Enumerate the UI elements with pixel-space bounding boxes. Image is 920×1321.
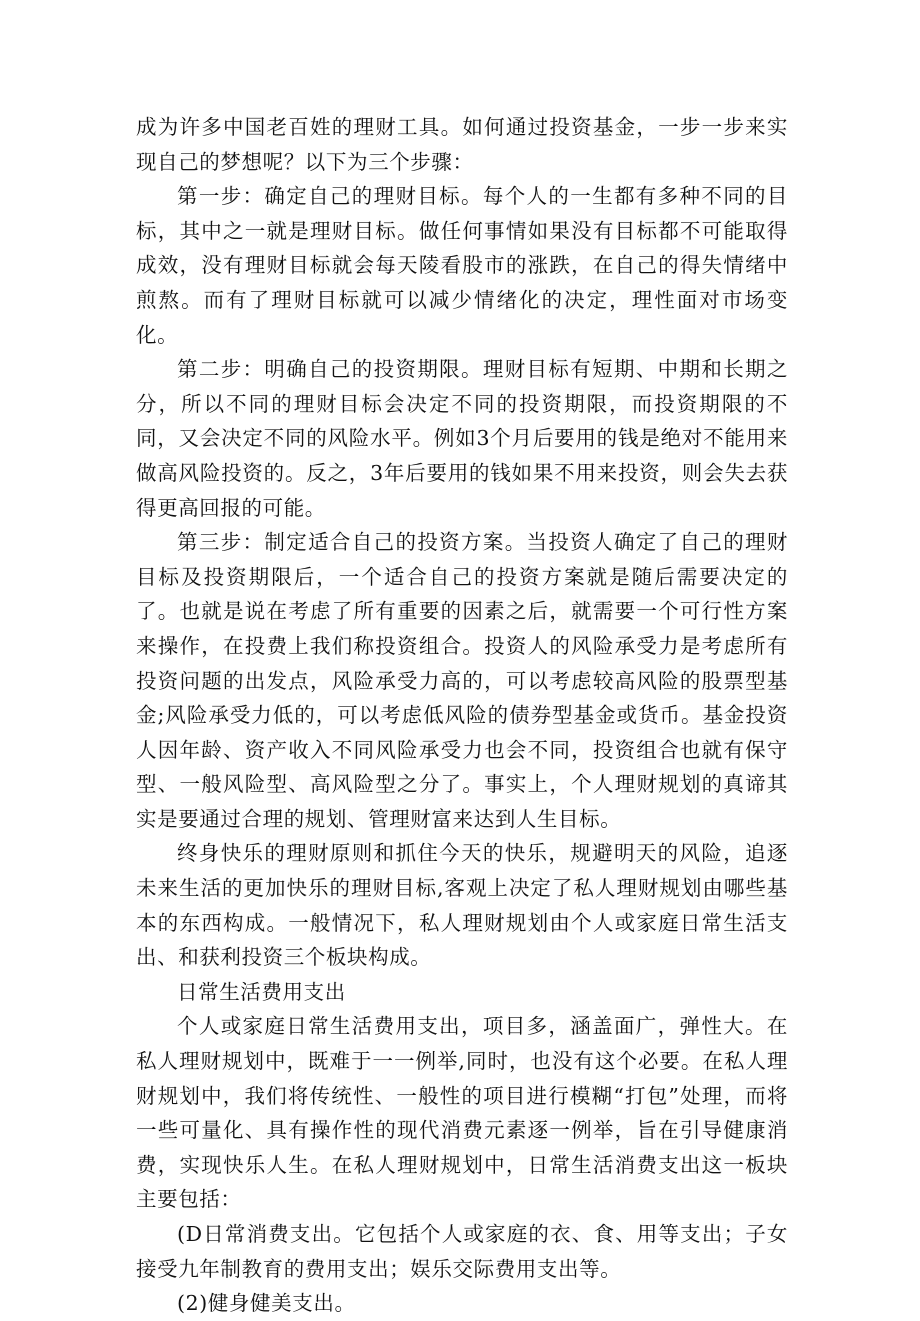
paragraph-step-one: 第一步：确定自己的理财目标。每个人的一生都有多种不同的目标，其中之一就是理财目标。做任何事情如果没有目标都不可能取得成效，没有理财目标就会每天陵看股市的涨跌，在自己的得失情绪中煎熬。而有了理财目标就可以减少情绪化的决定，理性面对市场变化。 <box>136 184 788 347</box>
section-heading: 日常生活费用支出 <box>177 979 346 1004</box>
paragraph-principles: 终身快乐的理财原则和抓住今天的快乐，规避明天的风险，追逐未来生活的更加快乐的理财目标,客观上决定了私人理财规划由哪些基本的东西构成。一般情况下，私人理财规划由个人或家庭日常生活支出、和获利投资三个板块构成。 <box>136 841 788 970</box>
paragraph-step-three: 第三步：制定适合自己的投资方案。当投资人确定了自己的理财目标及投资期限后，一个适合自己的投资方案就是随后需要决定的了。也就是说在考虑了所有重要的因素之后，就需要一个可行性方案来操作，在投费上我们称投资组合。投资人的风险承受力是考虑所有投资问题的出发点，风险承受力高的，可以考虑较高风险的股票型基金;风险承受力低的，可以考虑低风险的债券型基金或货币。基金投资人因年龄、资产收入不同风险承受力也会不同，投资组合也就有保守型、一般风险型、高风险型之分了。事实上，个人理财规划的真谛其实是要通过合理的规划、管理财富来达到人生目标。 <box>136 530 788 831</box>
paragraph-step-two: 第二步：明确自己的投资期限。理财目标有短期、中期和长期之分，所以不同的理财目标会决定不同的投资期限，而投资期限的不同，又会决定不同的风险水平。例如3个月后要用的钱是绝对不能用来做高风险投资的。反之，3年后要用的钱如果不用来投资，则会失去获得更高回报的可能。 <box>136 357 788 520</box>
list-item-2: (2)健身健美支出。 <box>177 1291 356 1316</box>
document-body <box>136 110 788 1321</box>
paragraph-intro: 成为许多中国老百姓的理财工具。如何通过投资基金，一步一步来实现自己的梦想呢？以下为三个步骤： <box>136 115 788 174</box>
list-item-1: (D日常消费支出。它包括个人或家庭的衣、食、用等支出；子女接受九年制教育的费用支出；娱乐交际费用支出等。 <box>136 1222 788 1281</box>
paragraph-daily-expenses: 个人或家庭日常生活费用支出，项目多，涵盖面广，弹性大。在私人理财规划中，既难于一一例举,同时，也没有这个必要。在私人理财规划中，我们将传统性、一般性的项目进行模糊“打包”处理，而将一些可量化、具有操作性的现代消费元素逐一例举，旨在引导健康消费，实现快乐人生。在私人理财规划中，日常生活消费支出这一板块主要包括： <box>136 1014 788 1212</box>
